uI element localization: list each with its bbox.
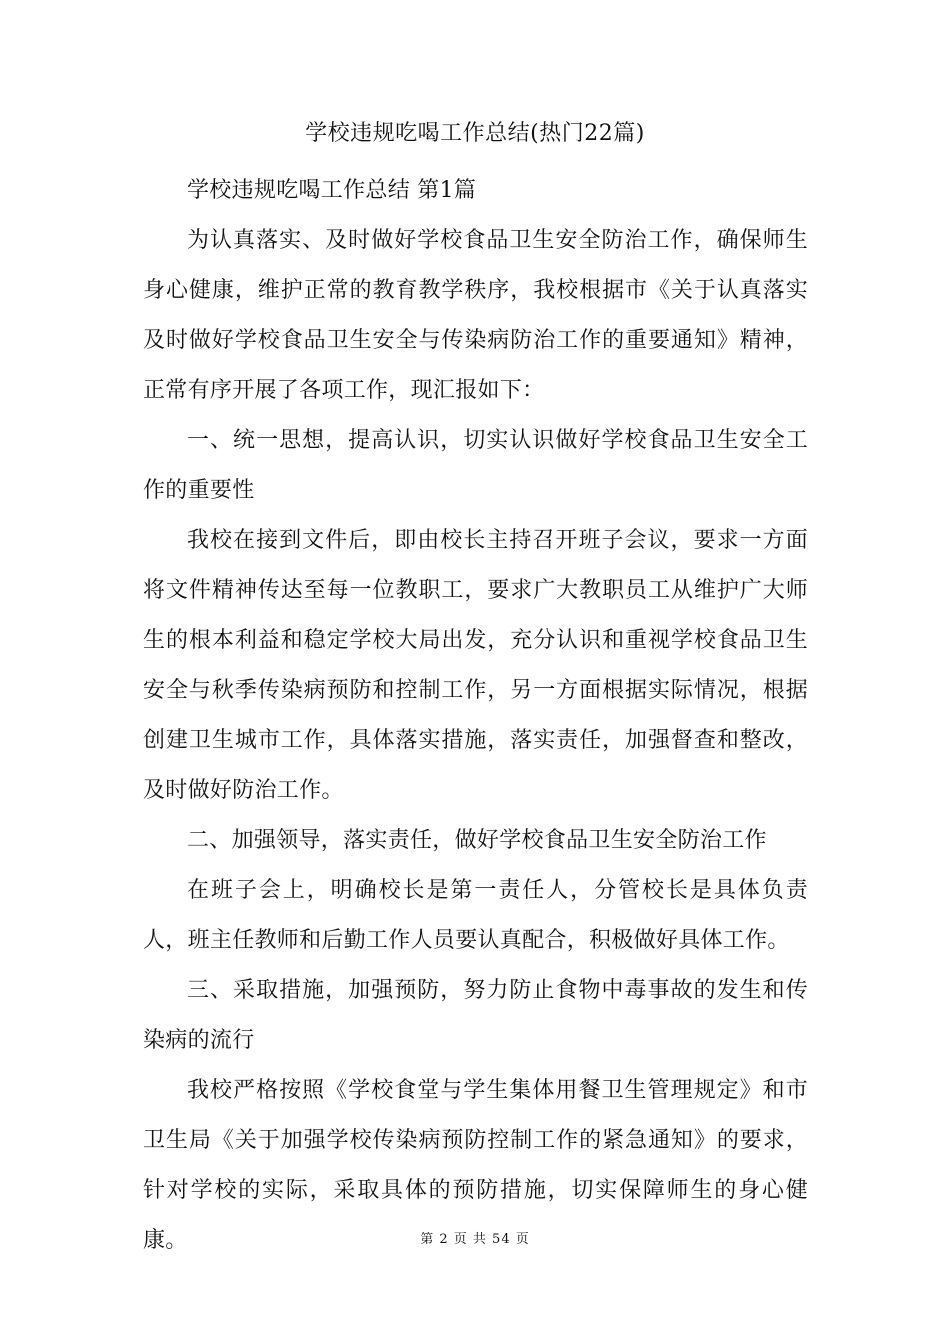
body-paragraph: 我校在接到文件后，即由校长主持召开班子会议，要求一方面将文件精神传达至每一位教职工，要求广大教职员工从维护广大师生的根本利益和稳定学校大局出发，充分认识和重视学校食品卫生安全与秋季传染病预防和控制工作，另一方面根据实际情况，根据创建卫生城市工作，具体落实措施，落实责任，加强督查和整改，及时做好防治工作。 (143, 528, 808, 803)
section-heading: 三、采取措施，加强预防，努力防止食物中毒事故的发生和传染病的流行 (143, 978, 808, 1053)
section-heading: 二、加强领导，落实责任，做好学校食品卫生安全防治工作 (187, 828, 767, 853)
body-paragraph: 我校严格按照《学校食堂与学生集体用餐卫生管理规定》和市卫生局《关于加强学校传染病预防控制工作的紧急通知》的要求，针对学校的实际，采取具体的预防措施，切实保障师生的身心健康。 (143, 1078, 808, 1253)
section-heading: 一、统一思想，提高认识，切实认识做好学校食品卫生安全工作的重要性 (143, 428, 808, 503)
document-title: 学校违规吃喝工作总结(热门22篇) (305, 121, 645, 146)
page-number-footer: 第 2 页 共 54 页 (420, 1232, 530, 1247)
document-body (143, 166, 808, 1266)
section-heading: 学校违规吃喝工作总结 第1篇 (187, 178, 477, 203)
body-paragraph: 为认真落实、及时做好学校食品卫生安全防治工作，确保师生身心健康，维护正常的教育教学秩序，我校根据市《关于认真落实及时做好学校食品卫生安全与传染病防治工作的重要通知》精神，正常有序开展了各项工作，现汇报如下： (143, 228, 808, 403)
body-paragraph: 在班子会上，明确校长是第一责任人，分管校长是具体负责人，班主任教师和后勤工作人员要认真配合，积极做好具体工作。 (143, 878, 808, 953)
